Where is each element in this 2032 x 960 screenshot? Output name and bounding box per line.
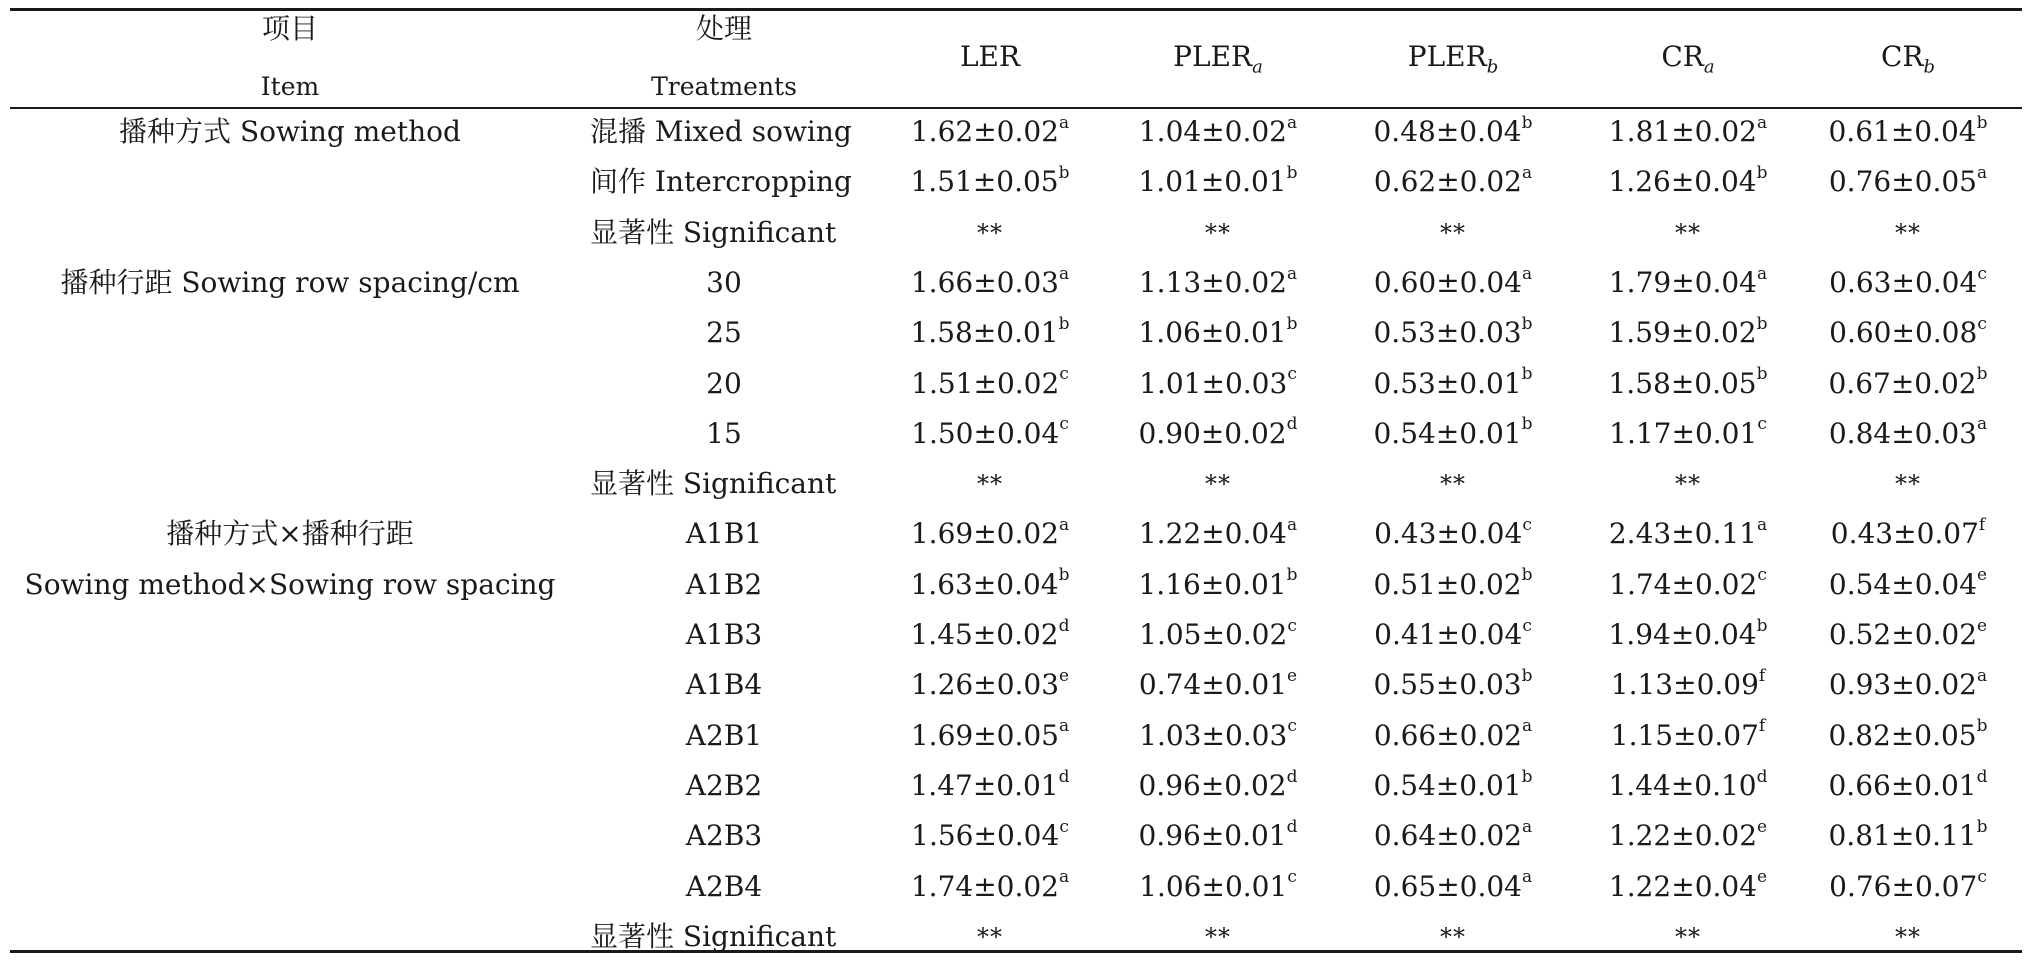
- significance-letter: c: [1059, 364, 1069, 385]
- value-cell: 0.61±0.04$^b$: [1828, 112, 1988, 148]
- significance-letter: e: [1757, 816, 1768, 837]
- value-cell: 1.58±0.01$^b$: [910, 313, 1070, 350]
- value-cell: 0.41±0.04$^c$: [1374, 615, 1532, 651]
- header-rule: [10, 107, 2022, 109]
- value-cell: 0.81±0.11$^b$: [1828, 816, 1988, 853]
- treatment-label: 混播 Mixed sowing: [590, 115, 852, 148]
- significance-letter: b: [1286, 162, 1298, 183]
- value-cell: 1.50±0.04$^c$: [911, 414, 1069, 450]
- significance-letter: d: [1286, 816, 1298, 837]
- significance-letter: b: [1756, 313, 1768, 334]
- value-cell: 1.01±0.03$^c$: [1139, 364, 1297, 400]
- column-header: $CR_a$: [1661, 40, 1715, 78]
- value-cell: 0.53±0.03$^b$: [1373, 313, 1533, 350]
- value-cell: 0.62±0.02$^a$: [1373, 162, 1533, 199]
- significance-marker: **: [977, 470, 1003, 499]
- value-cell: 0.43±0.04$^c$: [1374, 515, 1532, 551]
- significance-letter: b: [1521, 364, 1533, 385]
- value-cell: 1.22±0.04$^e$: [1608, 867, 1768, 903]
- value-cell: 1.47±0.01$^d$: [910, 766, 1070, 802]
- significance-letter: f: [1758, 665, 1766, 686]
- significance-letter: c: [1059, 816, 1069, 837]
- treatment-label: A1B4: [685, 668, 763, 702]
- header-item-cn: 项目: [261, 12, 319, 45]
- value-cell: 0.54±0.01$^b$: [1373, 766, 1533, 802]
- value-cell: 0.74±0.01$^e$: [1138, 665, 1298, 702]
- significance-letter: a: [1522, 867, 1533, 888]
- significance-letter: a: [1977, 665, 1988, 686]
- significance-letter: c: [1059, 414, 1069, 435]
- significance-marker: **: [1440, 922, 1466, 951]
- significance-letter: c: [1757, 414, 1767, 435]
- value-cell: 0.67±0.02$^b$: [1828, 364, 1988, 400]
- column-header: $CR_b$: [1880, 40, 1936, 78]
- significance-marker: **: [1675, 922, 1701, 951]
- significance-letter: a: [1522, 263, 1533, 284]
- significance-letter: a: [1059, 867, 1070, 888]
- treatment-label: A2B1: [685, 718, 763, 752]
- significance-letter: c: [1287, 615, 1297, 636]
- value-cell: 1.74±0.02$^a$: [910, 867, 1070, 903]
- significance-marker: **: [1895, 470, 1921, 499]
- significance-letter: b: [1058, 565, 1070, 586]
- significance-letter: b: [1756, 364, 1768, 385]
- significance-letter: f: [1758, 716, 1766, 737]
- value-cell: 1.81±0.02$^a$: [1608, 112, 1768, 148]
- value-cell: 1.22±0.02$^e$: [1608, 816, 1768, 853]
- significance-letter: b: [1976, 716, 1988, 737]
- value-cell: 0.55±0.03$^b$: [1373, 665, 1533, 702]
- value-cell: 1.56±0.04$^c$: [911, 816, 1069, 853]
- significance-letter: d: [1756, 766, 1768, 787]
- significance-letter: c: [1977, 313, 1987, 334]
- value-cell: 0.48±0.04$^b$: [1373, 112, 1533, 148]
- value-cell: 0.66±0.02$^a$: [1373, 716, 1533, 752]
- significance-letter: a: [1757, 112, 1768, 133]
- value-cell: 1.26±0.03$^e$: [910, 665, 1070, 702]
- value-cell: 1.06±0.01$^c$: [1139, 867, 1297, 903]
- significance-letter: e: [1977, 565, 1988, 586]
- group-label: Sowing method×Sowing row spacing: [24, 567, 556, 601]
- significance-marker: **: [1440, 218, 1466, 247]
- significance-letter: b: [1521, 665, 1533, 686]
- treatment-label: 间作 Intercropping: [590, 165, 852, 199]
- significance-letter: b: [1521, 565, 1533, 586]
- treatment-label: 25: [706, 316, 742, 350]
- significance-letter: b: [1756, 162, 1768, 183]
- value-cell: 1.66±0.03$^a$: [910, 263, 1070, 299]
- value-cell: 1.69±0.02$^a$: [910, 515, 1070, 551]
- value-cell: 0.60±0.04$^a$: [1373, 263, 1533, 299]
- value-cell: 1.04±0.02$^a$: [1138, 112, 1298, 148]
- treatment-label: A2B3: [685, 819, 763, 853]
- value-cell: 0.66±0.01$^d$: [1828, 766, 1988, 802]
- value-cell: 0.96±0.02$^d$: [1138, 766, 1298, 802]
- value-cell: 1.06±0.01$^b$: [1138, 313, 1298, 350]
- significance-letter: c: [1977, 263, 1987, 284]
- value-cell: 0.53±0.01$^b$: [1373, 364, 1533, 400]
- significance-marker: **: [1675, 218, 1701, 247]
- value-cell: 0.54±0.04$^e$: [1828, 565, 1988, 601]
- significance-letter: b: [1058, 313, 1070, 334]
- significance-letter: a: [1977, 162, 1988, 183]
- significance-letter: b: [1976, 364, 1988, 385]
- value-cell: 1.44±0.10$^d$: [1608, 766, 1768, 802]
- significance-marker: **: [977, 922, 1003, 951]
- significance-marker: **: [1440, 470, 1466, 499]
- treatment-label: A2B2: [685, 768, 763, 802]
- value-cell: 1.26±0.04$^b$: [1608, 162, 1768, 199]
- significance-marker: **: [1205, 470, 1231, 499]
- significance-letter: e: [1059, 665, 1070, 686]
- treatment-label: 显著性 Significant: [590, 919, 837, 953]
- significance-marker: **: [977, 218, 1003, 247]
- value-cell: 1.69±0.05$^a$: [910, 716, 1070, 752]
- significance-letter: d: [1976, 766, 1988, 787]
- significance-letter: a: [1757, 515, 1768, 536]
- value-cell: 1.62±0.02$^a$: [910, 112, 1070, 148]
- significance-marker: **: [1895, 922, 1921, 951]
- significance-letter: b: [1286, 313, 1298, 334]
- value-cell: 1.51±0.05$^b$: [910, 162, 1070, 199]
- column-header: $PLER_a$: [1173, 40, 1263, 78]
- column-header: LER: [959, 40, 1021, 73]
- treatment-label: 30: [706, 265, 742, 299]
- value-cell: 1.05±0.02$^c$: [1139, 615, 1297, 651]
- value-cell: 0.63±0.04$^c$: [1829, 263, 1987, 299]
- value-cell: 1.59±0.02$^b$: [1608, 313, 1768, 350]
- value-cell: 0.84±0.03$^a$: [1828, 414, 1988, 450]
- value-cell: 0.51±0.02$^b$: [1373, 565, 1533, 601]
- value-cell: 0.52±0.02$^e$: [1828, 615, 1988, 651]
- significance-letter: c: [1287, 364, 1297, 385]
- value-cell: 0.96±0.01$^d$: [1138, 816, 1298, 853]
- significance-letter: a: [1059, 515, 1070, 536]
- value-cell: 1.13±0.02$^a$: [1138, 263, 1298, 299]
- significance-letter: b: [1521, 313, 1533, 334]
- header-item-en: Item: [260, 72, 320, 101]
- value-cell: 1.16±0.01$^b$: [1138, 565, 1298, 601]
- significance-letter: c: [1977, 867, 1987, 888]
- value-cell: 0.65±0.04$^a$: [1373, 867, 1533, 903]
- significance-letter: a: [1757, 263, 1768, 284]
- treatment-label: A2B4: [685, 869, 763, 903]
- value-cell: 1.22±0.04$^a$: [1138, 515, 1298, 551]
- significance-letter: a: [1977, 414, 1988, 435]
- value-cell: 0.54±0.01$^b$: [1373, 414, 1533, 450]
- significance-letter: d: [1058, 615, 1070, 636]
- significance-letter: e: [1977, 615, 1988, 636]
- significance-letter: b: [1976, 816, 1988, 837]
- value-cell: 1.01±0.01$^b$: [1138, 162, 1298, 199]
- value-cell: 1.74±0.02$^c$: [1609, 565, 1767, 601]
- significance-letter: a: [1287, 112, 1298, 133]
- value-cell: 1.17±0.01$^c$: [1609, 414, 1767, 450]
- bottom-rule: [10, 950, 2022, 953]
- significance-marker: **: [1895, 218, 1921, 247]
- value-cell: 1.45±0.02$^d$: [910, 615, 1070, 651]
- header-treatments-cn: 处理: [695, 12, 753, 45]
- significance-letter: b: [1521, 766, 1533, 787]
- significance-marker: **: [1205, 922, 1231, 951]
- treatment-label: A1B3: [685, 618, 763, 651]
- value-cell: 2.43±0.11$^a$: [1608, 515, 1768, 551]
- significance-letter: a: [1522, 716, 1533, 737]
- value-cell: 1.13±0.09$^f$: [1610, 665, 1766, 702]
- significance-letter: a: [1287, 515, 1298, 536]
- significance-letter: e: [1757, 867, 1768, 888]
- significance-letter: b: [1058, 162, 1070, 183]
- significance-letter: a: [1287, 263, 1298, 284]
- significance-letter: c: [1287, 867, 1297, 888]
- significance-letter: a: [1059, 716, 1070, 737]
- significance-letter: c: [1522, 615, 1532, 636]
- treatment-label: A1B1: [685, 517, 763, 551]
- value-cell: 1.94±0.04$^b$: [1608, 615, 1768, 651]
- treatment-label: 15: [706, 416, 742, 450]
- significance-letter: a: [1522, 816, 1533, 837]
- significance-letter: c: [1522, 515, 1532, 536]
- significance-letter: e: [1287, 665, 1298, 686]
- significance-letter: d: [1286, 414, 1298, 435]
- significance-letter: b: [1756, 615, 1768, 636]
- value-cell: 1.51±0.02$^c$: [911, 364, 1069, 400]
- significance-letter: b: [1521, 112, 1533, 133]
- value-cell: 1.63±0.04$^b$: [910, 565, 1070, 601]
- significance-marker: **: [1675, 470, 1701, 499]
- group-label: 播种方式 Sowing method: [119, 115, 461, 148]
- header-treatments-en: Treatments: [651, 72, 797, 101]
- value-cell: 1.58±0.05$^b$: [1608, 364, 1768, 400]
- significance-letter: a: [1059, 263, 1070, 284]
- value-cell: 0.60±0.08$^c$: [1829, 313, 1987, 350]
- value-cell: 0.64±0.02$^a$: [1373, 816, 1533, 853]
- significance-marker: **: [1205, 218, 1231, 247]
- significance-letter: c: [1287, 716, 1297, 737]
- significance-letter: b: [1521, 414, 1533, 435]
- group-label: 播种行距 Sowing row spacing/cm: [60, 265, 520, 299]
- value-cell: 0.76±0.05$^a$: [1828, 162, 1988, 199]
- value-cell: 0.90±0.02$^d$: [1138, 414, 1298, 450]
- value-cell: 0.43±0.07$^f$: [1830, 515, 1986, 551]
- top-rule: [10, 8, 2022, 11]
- significance-letter: b: [1286, 565, 1298, 586]
- value-cell: 1.79±0.04$^a$: [1608, 263, 1768, 299]
- treatment-label: A1B2: [685, 567, 763, 601]
- results-table: [10, 0, 2022, 960]
- significance-letter: a: [1522, 162, 1533, 183]
- value-cell: 0.82±0.05$^b$: [1828, 716, 1988, 752]
- value-cell: 1.15±0.07$^f$: [1610, 716, 1766, 752]
- value-cell: 1.03±0.03$^c$: [1139, 716, 1297, 752]
- group-label: 播种方式×播种行距: [166, 517, 414, 551]
- value-cell: 0.93±0.02$^a$: [1828, 665, 1988, 702]
- significance-letter: d: [1286, 766, 1298, 787]
- significance-letter: f: [1978, 515, 1986, 536]
- value-cell: 0.76±0.07$^c$: [1829, 867, 1987, 903]
- significance-letter: d: [1058, 766, 1070, 787]
- column-header: $PLER_b$: [1407, 40, 1499, 78]
- significance-letter: a: [1059, 112, 1070, 133]
- significance-letter: b: [1976, 112, 1988, 133]
- significance-letter: c: [1757, 565, 1767, 586]
- treatment-label: 显著性 Significant: [590, 467, 837, 501]
- treatment-label: 显著性 Significant: [590, 215, 837, 249]
- treatment-label: 20: [706, 366, 742, 400]
